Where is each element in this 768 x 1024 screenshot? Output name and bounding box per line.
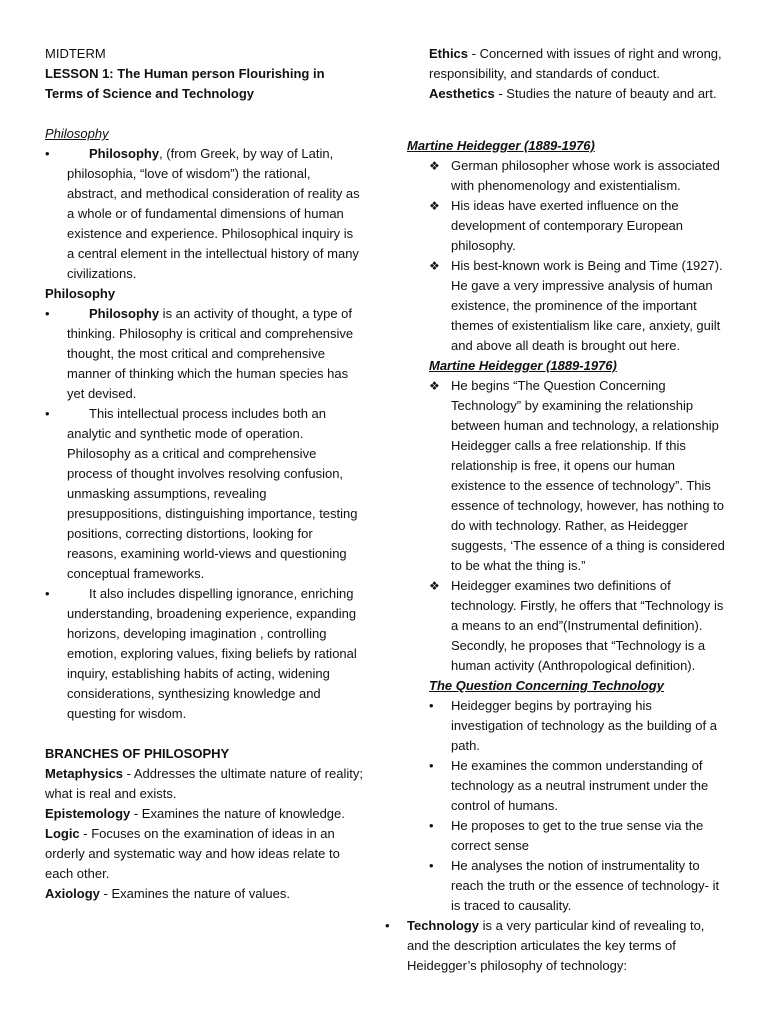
branch-metaphysics: [45, 764, 363, 804]
left-column: [45, 44, 363, 904]
branch-term: Aesthetics: [429, 86, 495, 101]
diamond-icon: ❖: [429, 159, 440, 173]
list-item-text: Heidegger begins by portraying his investigation of technology as the building of a path.: [451, 698, 717, 753]
midterm-label: MIDTERM: [45, 46, 106, 61]
branch-aesthetics: [429, 84, 725, 104]
list-item: [429, 376, 725, 576]
philosophy-activity-text: is an activity of thought, a type of thinking. Philosophy is critical and comprehensive thought, the most critical and comprehensive manner of thinking which the human species has yet devised.: [67, 306, 354, 401]
branch-text: - Examines the nature of knowledge.: [130, 806, 345, 821]
heidegger-list-2: [429, 376, 725, 676]
philosophy-paragraph-4: [45, 584, 363, 724]
technology-text: is a very particular kind of revealing to, and the description articulates the key terms of Heidegger’s philosophy of technology:: [407, 918, 705, 973]
bullet-icon: •: [429, 858, 434, 873]
branch-text: - Addresses the ultimate nature of reality; what is real and exists.: [45, 766, 363, 801]
branch-text: - Examines the nature of values.: [99, 886, 290, 901]
branch-logic: [45, 824, 363, 884]
bullet-icon: •: [45, 306, 50, 321]
branch-text: - Studies the nature of beauty and art.: [494, 86, 717, 101]
philosophy-label: Philosophy: [45, 286, 116, 301]
dispelling-ignorance-text: It also includes dispelling ignorance, enriching understanding, broadening experience, expanding horizons, developing imagination , controlling emotion, exploring values, fixing beliefs by rational inquiry, establishing habits of acting, widening considerations, synthesizing knowledge and questing for wisdom.: [67, 586, 357, 721]
philosophy-paragraph-3: [45, 404, 363, 584]
list-item: [429, 696, 725, 756]
branch-ethics: [429, 44, 725, 84]
list-item-text: His ideas have exerted influence on the development of contemporary European philosophy.: [451, 198, 683, 253]
bullet-icon: •: [429, 758, 434, 773]
technology-term: Technology: [407, 918, 479, 933]
branch-epistemology: [45, 804, 363, 824]
list-item: [429, 816, 725, 856]
heidegger-heading-2: Martine Heidegger (1889-1976): [429, 358, 617, 373]
bullet-icon: •: [429, 818, 434, 833]
philosophy-definition: , (from Greek, by way of Latin, philosophia, “love of wisdom”) the rational, abstract, and methodical consideration of reality as a whole or of fundamental dimensions of human existence and experience. Philosophical inquiry is a central element in the intellectual history of many civilizations.: [67, 146, 360, 281]
branches-heading: BRANCHES OF PHILOSOPHY: [45, 746, 230, 761]
branch-text: - Focuses on the examination of ideas in an orderly and systematic way and how ideas relate to each other.: [45, 826, 340, 881]
diamond-icon: ❖: [429, 259, 440, 273]
branch-term: Axiology: [45, 886, 100, 901]
list-item-text: He begins “The Question Concerning Technology” by examining the relationship between human and technology, a relationship Heidegger calls a free relationship. If this relationship is free, it opens our human existence to the essence of technology”. This essence of technology, however, has nothing to do with technology. Rather, as Heidegger suggests, ‘The essence of a thing is considered to be what the thing is.”: [451, 378, 725, 573]
branch-text: - Concerned with issues of right and wrong, responsibility, and standards of conduct.: [429, 46, 722, 81]
list-item-text: He analyses the notion of instrumentality to reach the truth or the essence of technology- it is traced to causality.: [451, 858, 720, 913]
bullet-icon: •: [45, 586, 50, 601]
list-item: [429, 756, 725, 816]
bullet-icon: •: [429, 698, 434, 713]
qct-heading: The Question Concerning Technology: [429, 678, 664, 693]
list-item: [429, 576, 725, 676]
list-item-text: He proposes to get to the true sense via the correct sense: [451, 818, 704, 853]
heidegger-list: [429, 156, 725, 356]
philosophy-heading: Philosophy: [45, 126, 109, 141]
branch-term: Logic: [45, 826, 80, 841]
list-item-text: German philosopher whose work is associated with phenomenology and existentialism.: [451, 158, 720, 193]
philosophy-paragraph-1: [45, 144, 363, 284]
list-item: [429, 196, 725, 256]
list-item: [429, 856, 725, 916]
list-item-text: He examines the common understanding of technology as a neutral instrument under the control of humans.: [451, 758, 709, 813]
lesson-title: LESSON 1: The Human person Flourishing in Terms of Science and Technology: [45, 66, 325, 101]
diamond-icon: ❖: [429, 199, 440, 213]
philosophy-paragraph-2: [45, 304, 363, 404]
list-item: [429, 256, 725, 356]
diamond-icon: ❖: [429, 579, 440, 593]
bullet-icon: •: [385, 918, 390, 933]
bullet-icon: •: [45, 406, 50, 421]
philosophy-term: Philosophy: [89, 146, 160, 161]
list-item-text: Heidegger examines two definitions of technology. Firstly, he offers that “Technology is a means to an end”(Instrumental definition). Secondly, he proposes that “Technology is a human activity (Anthropological definition).: [451, 578, 724, 673]
branch-term: Metaphysics: [45, 766, 124, 781]
branch-term: Epistemology: [45, 806, 131, 821]
list-item-text: His best-known work is Being and Time (1927). He gave a very impressive analysis of human existence, the prominence of the important themes of existentialism like care, anxiety, guilt and above all death is brought out here.: [451, 258, 723, 353]
diamond-icon: ❖: [429, 379, 440, 393]
list-item: [429, 156, 725, 196]
intellectual-process-text: This intellectual process includes both an analytic and synthetic mode of operation. Philosophy as a critical and comprehensive process of thought involves resolving confusion, unmasking assumptions, revealing presuppositions, distinguishing importance, testing positions, correcting distortions, looking for reasons, examining world-views and questioning conceptual frameworks.: [67, 406, 358, 581]
philosophy-term: Philosophy: [89, 306, 160, 321]
right-column: [385, 44, 725, 976]
branch-term: Ethics: [429, 46, 469, 61]
branch-axiology: [45, 884, 363, 904]
heidegger-heading: Martine Heidegger (1889-1976): [407, 138, 595, 153]
bullet-icon: •: [45, 146, 50, 161]
qct-list: [429, 696, 725, 916]
technology-paragraph: [385, 916, 725, 976]
